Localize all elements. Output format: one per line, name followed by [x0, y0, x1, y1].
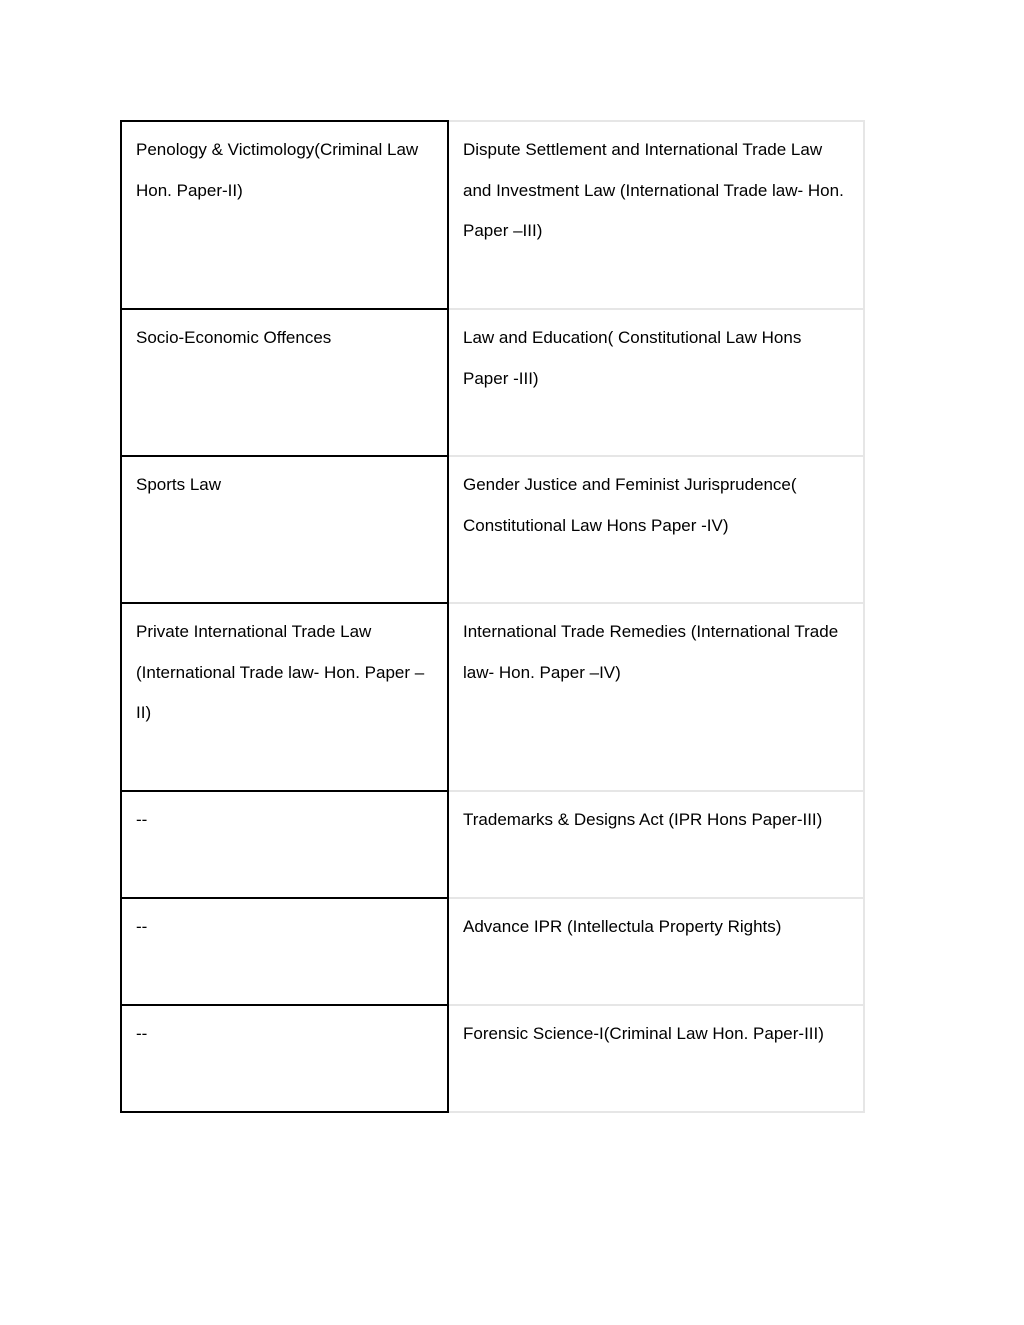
table-row	[121, 603, 864, 791]
table-cell-left: Penology & Victimology(Criminal Law Hon. Paper-II)	[121, 121, 448, 309]
table-row	[121, 456, 864, 603]
table-row	[121, 309, 864, 456]
table-cell-right: Advance IPR (Intellectula Property Rights)	[448, 898, 864, 1005]
table-cell-left: Sports Law	[121, 456, 448, 603]
table-cell-left: --	[121, 898, 448, 1005]
table-cell-right: International Trade Remedies (International Trade law- Hon. Paper –IV)	[448, 603, 864, 791]
course-table	[120, 120, 865, 1113]
table-cell-right: Trademarks & Designs Act (IPR Hons Paper-III)	[448, 791, 864, 898]
table-row	[121, 121, 864, 309]
table-row	[121, 1005, 864, 1112]
table-cell-right: Gender Justice and Feminist Jurisprudence( Constitutional Law Hons Paper -IV)	[448, 456, 864, 603]
table-cell-left: --	[121, 1005, 448, 1112]
table-cell-left: Private International Trade Law (International Trade law- Hon. Paper –II)	[121, 603, 448, 791]
table-cell-right: Forensic Science-I(Criminal Law Hon. Paper-III)	[448, 1005, 864, 1112]
table-cell-left: Socio-Economic Offences	[121, 309, 448, 456]
table-row	[121, 898, 864, 1005]
table-row	[121, 791, 864, 898]
table-cell-left: --	[121, 791, 448, 898]
table-cell-right: Law and Education( Constitutional Law Hons Paper -III)	[448, 309, 864, 456]
table-cell-right: Dispute Settlement and International Trade Law and Investment Law (International Trade law- Hon. Paper –III)	[448, 121, 864, 309]
